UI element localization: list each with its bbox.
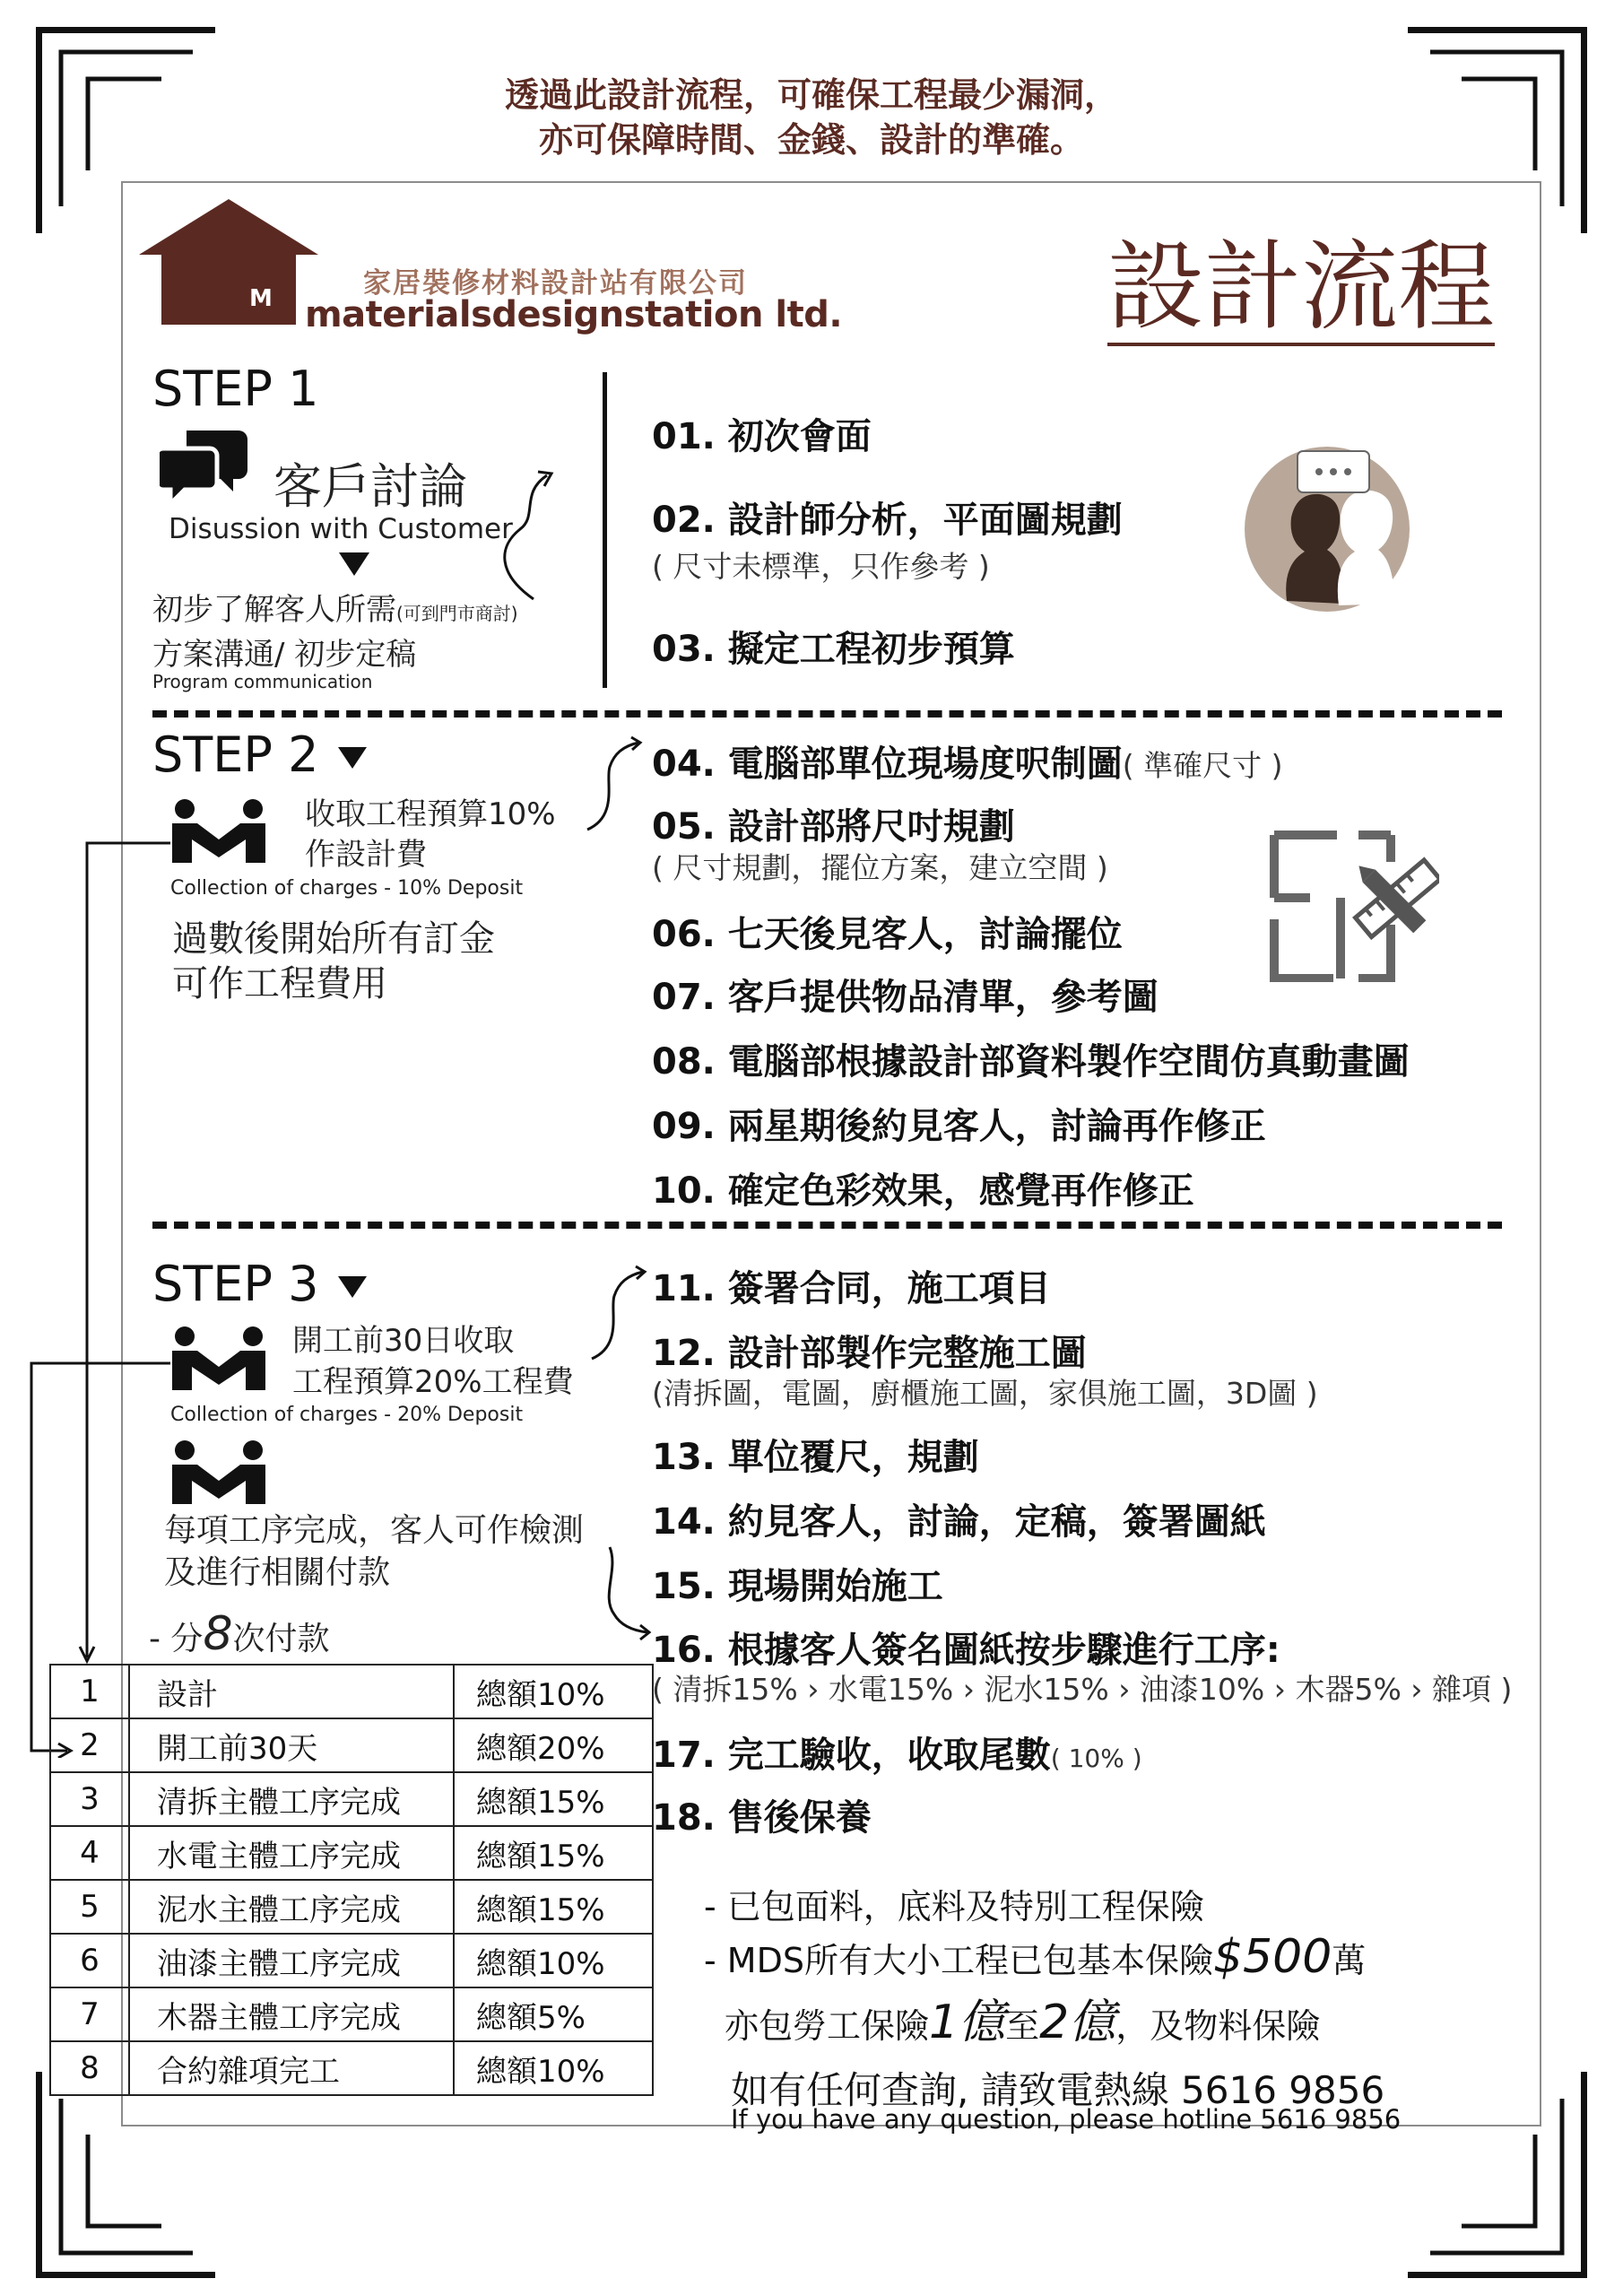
logo-letter: M	[249, 285, 273, 312]
insurance-max: 2億	[1039, 1996, 1116, 2049]
step3-charge-line1: 開工前30日收取	[292, 1323, 515, 1359]
step2-label: STEP 2	[152, 726, 319, 783]
installments-suffix: 次付款	[232, 1621, 330, 1657]
payment-row	[50, 1665, 653, 1718]
step1-desc-line1-wrap	[152, 585, 518, 629]
step2-charge-line1: 收取工程預算10%	[305, 796, 556, 832]
floorplan-pencil-icon	[1269, 830, 1439, 982]
hotline-en: If you have any question, please hotline 5616 9856	[731, 2104, 1402, 2135]
item-02: 02. 設計師分析，平面圖規劃	[652, 500, 1123, 541]
payment-number: 5	[50, 1880, 129, 1934]
note-insurance-2-prefix: - MDS所有大小工程已包基本保險	[704, 1941, 1213, 1980]
note-insurance-3-suffix: ，及物料保險	[1115, 2006, 1321, 2046]
step3-charge-en: Collection of charges - 20% Deposit	[170, 1404, 524, 1426]
hotline-cn: 如有任何查詢, 請致電熱線 5616 9856	[731, 2068, 1385, 2112]
payment-row	[50, 1718, 653, 1772]
step2-charge-en: Collection of charges - 10% Deposit	[170, 877, 524, 900]
down-triangle-icon	[339, 552, 369, 576]
payment-number: 8	[50, 2041, 129, 2095]
item-17: 17. 完工驗收，收取尾數	[652, 1735, 1051, 1776]
house-logo-icon	[139, 199, 318, 325]
page-title: 設計流程	[1107, 235, 1495, 346]
installments-count: 8	[203, 1607, 233, 1661]
down-triangle-icon	[338, 1276, 367, 1298]
step3-note-line2: 及進行相關付款	[164, 1554, 391, 1591]
step2-label-wrap	[152, 726, 367, 783]
step1-heading-cn: 客戶討論	[273, 458, 467, 515]
payment-row	[50, 1880, 653, 1934]
payment-number: 6	[50, 1934, 129, 1987]
note-insurance-3	[725, 1984, 1320, 2051]
payment-row	[50, 1934, 653, 1987]
payment-amount: 總額10%	[454, 1934, 653, 1987]
payment-row	[50, 1987, 653, 2041]
note-insurance-2	[704, 1930, 1366, 1984]
payment-label: 水電主體工序完成	[129, 1826, 454, 1880]
step3-label-wrap	[152, 1256, 367, 1312]
step3-note-line1: 每項工序完成，客人可作檢測	[164, 1512, 585, 1549]
payment-number: 2	[50, 1718, 129, 1772]
installments-prefix: - 分	[149, 1621, 204, 1657]
item-09: 09. 兩星期後約見客人，討論再作修正	[652, 1106, 1266, 1147]
step1-desc-line1-note: (可到門市商討)	[396, 603, 518, 624]
step2-charge-line2: 作設計費	[305, 837, 427, 873]
item-12: 12. 設計部製作完整施工圖	[652, 1333, 1087, 1374]
item-14: 14. 約見客人，討論，定稿，簽署圖紙	[652, 1501, 1266, 1543]
section-divider-2	[152, 1222, 1502, 1229]
payment-amount: 總額10%	[454, 1665, 653, 1718]
headline-line-1: 透過此設計流程，可確保工程最少漏洞，	[504, 75, 1118, 115]
payment-label: 清拆主體工序完成	[129, 1772, 454, 1826]
item-13: 13. 單位覆尺，規劃	[652, 1437, 979, 1478]
note-insurance-2-suffix: 萬	[1332, 1941, 1367, 1980]
step2-note-line2: 可作工程費用	[172, 963, 387, 1004]
down-triangle-icon	[338, 747, 367, 769]
step3-label: STEP 3	[152, 1256, 319, 1312]
insurance-min: 1億	[929, 1996, 1006, 2049]
item-04: 04. 電腦部單位現場度呎制圖	[652, 744, 1123, 785]
payment-amount: 總額15%	[454, 1826, 653, 1880]
step1-divider	[603, 372, 607, 688]
note-insurance-1: - 已包面料，底料及特別工程保險	[704, 1887, 1204, 1926]
step1-desc-line2: 方案溝通/ 初步定稿	[152, 637, 417, 673]
insurance-amount: $500	[1212, 1930, 1332, 1984]
item-02-sub: ( 尺寸未標準，只作參考 )	[652, 549, 990, 584]
item-04-wrap	[652, 735, 1283, 787]
item-11: 11. 簽署合同，施工項目	[652, 1268, 1051, 1309]
item-18: 18. 售後保養	[652, 1797, 872, 1839]
curved-arrow-icon	[587, 1265, 650, 1363]
payment-amount: 總額5%	[454, 1987, 653, 2041]
item-04-note: ( 準確尺寸 )	[1122, 748, 1283, 783]
payment-label: 開工前30天	[129, 1718, 454, 1772]
payment-amount: 總額20%	[454, 1718, 653, 1772]
payment-row	[50, 1772, 653, 1826]
payment-label: 合約雜項完工	[129, 2041, 454, 2095]
step3-charge-line2: 工程預算20%工程費	[292, 1364, 574, 1400]
headline-line-2: 亦可保障時間、金錢、設計的準確。	[538, 120, 1084, 160]
step2-note-line1: 過數後開始所有訂金	[172, 918, 495, 960]
curved-arrow-icon	[583, 735, 646, 834]
note-insurance-3-prefix: 亦包勞工保險	[725, 2006, 930, 2046]
curved-arrow-icon	[592, 1543, 655, 1641]
item-16: 16. 根據客人簽名圖紙按步驟進行工序:	[652, 1630, 1280, 1671]
step1-desc-line1: 初步了解客人所需	[152, 592, 396, 628]
payment-number: 1	[50, 1665, 129, 1718]
item-16-sub: ( 清拆15% › 水電15% › 泥水15% › 油漆10% › 木器5% › 雜項 )	[652, 1672, 1513, 1707]
item-05-sub: ( 尺寸規劃，擺位方案，建立空間 )	[652, 850, 1108, 885]
payment-label: 油漆主體工序完成	[129, 1934, 454, 1987]
chat-bubble-icon	[160, 429, 249, 509]
payment-label: 泥水主體工序完成	[129, 1880, 454, 1934]
company-name-en: materialsdesignstation ltd.	[305, 294, 843, 335]
payment-amount: 總額15%	[454, 1772, 653, 1826]
curved-arrow-icon	[498, 466, 560, 601]
step1-heading-en: Disussion with Customer	[169, 513, 513, 545]
item-05: 05. 設計部將尺吋規劃	[652, 806, 1015, 848]
item-01: 01. 初次會面	[652, 416, 872, 457]
company-name-cn: 家居裝修材料設計站有限公司	[363, 267, 748, 300]
item-06: 06. 七天後見客人，討論擺位	[652, 914, 1123, 955]
people-talk-icon	[1242, 444, 1412, 614]
item-17-wrap	[652, 1726, 1142, 1778]
payment-amount: 總額10%	[454, 2041, 653, 2095]
item-10: 10. 確定色彩效果，感覺再作修正	[652, 1170, 1194, 1212]
payment-number: 3	[50, 1772, 129, 1826]
section-divider-1	[152, 710, 1502, 718]
step1-label: STEP 1	[152, 361, 319, 417]
payment-row	[50, 2041, 653, 2095]
step1-desc-en: Program communication	[152, 671, 373, 692]
item-12-sub: (清拆圖，電圖，廚櫃施工圖，家俱施工圖，3D圖 )	[652, 1376, 1318, 1411]
payment-label: 設計	[129, 1665, 454, 1718]
item-08: 08. 電腦部根據設計部資料製作空間仿真動畫圖	[652, 1041, 1410, 1083]
payment-row	[50, 1826, 653, 1880]
connector-arrows	[22, 834, 184, 1758]
item-17-note: ( 10% )	[1050, 1744, 1142, 1773]
payment-number: 7	[50, 1987, 129, 2041]
payment-label: 木器主體工序完成	[129, 1987, 454, 2041]
item-07: 07. 客戶提供物品清單，參考圖	[652, 977, 1159, 1018]
item-03: 03. 擬定工程初步預算	[652, 629, 1015, 670]
item-15: 15. 現場開始施工	[652, 1566, 943, 1607]
payment-number: 4	[50, 1826, 129, 1880]
note-insurance-3-mid: 至	[1005, 2006, 1040, 2046]
payment-schedule-table	[49, 1664, 654, 2096]
payment-amount: 總額15%	[454, 1880, 653, 1934]
